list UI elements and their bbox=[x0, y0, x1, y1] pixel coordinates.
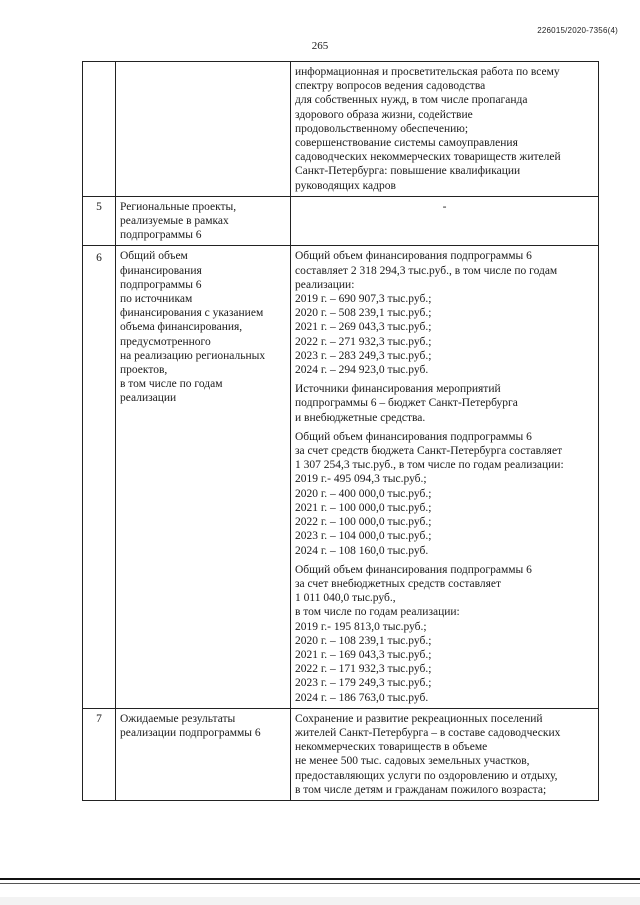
row-label-line: в том числе по годам bbox=[120, 378, 223, 391]
text-line: 1 011 040,0 тыс.руб., bbox=[295, 592, 396, 605]
total-financing-block bbox=[295, 249, 594, 377]
text-line: не менее 500 тыс. садовых земельных участков, bbox=[295, 755, 530, 768]
extrabudgetary-financing-block bbox=[295, 563, 594, 705]
text-line: 2021 г. – 100 000,0 тыс.руб.; bbox=[295, 501, 432, 514]
budget-financing-block bbox=[295, 430, 594, 558]
table-row bbox=[83, 62, 599, 197]
text-line: 2024 г. – 108 160,0 тыс.руб. bbox=[295, 544, 429, 557]
text-line: 2019 г.- 195 813,0 тыс.руб.; bbox=[295, 620, 427, 633]
row-content-dash: - bbox=[291, 196, 599, 246]
text-line: Сохранение и развитие рекреационных поселений bbox=[295, 712, 543, 725]
row-number: 6 bbox=[83, 246, 116, 708]
row-label-cell bbox=[116, 196, 291, 246]
row-label-line: реализации подпрограммы 6 bbox=[120, 726, 261, 739]
row-label-cell bbox=[116, 708, 291, 800]
text-line: 2021 г. – 169 043,3 тыс.руб.; bbox=[295, 648, 432, 661]
subprogram-passport-table bbox=[82, 61, 599, 801]
text-line: 2020 г. – 108 239,1 тыс.руб.; bbox=[295, 634, 432, 647]
text-line: Общий объем финансирования подпрограммы 6 bbox=[295, 563, 532, 576]
row-label-line: Общий объем bbox=[120, 250, 188, 263]
text-line: за счет внебюджетных средств составляет bbox=[295, 577, 502, 590]
text-line: составляет 2 318 294,3 тыс.руб., в том числе по годам bbox=[295, 264, 558, 277]
row-label-cell bbox=[116, 62, 291, 197]
text-line: 2023 г. – 104 000,0 тыс.руб.; bbox=[295, 530, 432, 543]
text-line: Санкт-Петербурга: повышение квалификации bbox=[295, 165, 521, 178]
text-line: 1 307 254,3 тыс.руб., в том числе по годам реализации: bbox=[295, 459, 564, 472]
text-line: Общий объем финансирования подпрограммы 6 bbox=[295, 430, 532, 443]
row-label-line: объема финансирования, bbox=[120, 321, 243, 334]
text-line: спектру вопросов ведения садоводства bbox=[295, 80, 486, 93]
text-line: за счет средств бюджета Санкт-Петербурга составляет bbox=[295, 445, 563, 458]
row-label-line: финансирования bbox=[120, 264, 202, 277]
table-row bbox=[83, 196, 599, 246]
text-line: подпрограммы 6 – бюджет Санкт-Петербурга bbox=[295, 397, 518, 410]
text-line: информационная и просветительская работа по всему bbox=[295, 66, 560, 78]
text-line: 2019 г.- 495 094,3 тыс.руб.; bbox=[295, 473, 427, 486]
row-content-cell bbox=[291, 62, 599, 197]
text-line: продовольственному обеспечению; bbox=[295, 122, 469, 135]
row-label-line: на реализацию региональных bbox=[120, 349, 266, 362]
scan-edge-rule bbox=[0, 878, 640, 880]
row-label-line: предусмотренного bbox=[120, 335, 211, 348]
text-line: 2020 г. – 400 000,0 тыс.руб.; bbox=[295, 487, 432, 500]
financing-sources-block bbox=[295, 382, 594, 425]
row-number: 7 bbox=[83, 708, 116, 800]
text-line: в том числе по годам реализации: bbox=[295, 606, 460, 619]
table-row bbox=[83, 246, 599, 708]
text-line: 2022 г. – 100 000,0 тыс.руб.; bbox=[295, 516, 432, 529]
text-line: руководящих кадров bbox=[295, 179, 396, 192]
text-line: 2023 г. – 179 249,3 тыс.руб.; bbox=[295, 677, 432, 690]
text-line: 2024 г. – 186 763,0 тыс.руб. bbox=[295, 691, 429, 704]
row-label-line: Региональные проекты, bbox=[120, 200, 237, 213]
row-label-line: реализуемые в рамках bbox=[120, 215, 229, 228]
text-line: жителей Санкт-Петербурга – в составе садоводческих bbox=[295, 726, 561, 739]
text-line: 2023 г. – 283 249,3 тыс.руб.; bbox=[295, 349, 432, 362]
page-number: 265 bbox=[311, 40, 329, 52]
text-line: 2020 г. – 508 239,1 тыс.руб.; bbox=[295, 307, 432, 320]
text-line: Источники финансирования мероприятий bbox=[295, 383, 501, 396]
text-line: 2021 г. – 269 043,3 тыс.руб.; bbox=[295, 321, 432, 334]
text-line: и внебюджетные средства. bbox=[295, 411, 426, 424]
row-number-cell bbox=[83, 62, 116, 197]
text-line: в том числе детям и гражданам пожилого возраста; bbox=[295, 783, 547, 796]
text-line: 2022 г. – 271 932,3 тыс.руб.; bbox=[295, 335, 432, 348]
text-line: Общий объем финансирования подпрограммы 6 bbox=[295, 250, 532, 263]
row-label-line: подпрограммы 6 bbox=[120, 278, 202, 291]
text-line: совершенствование системы самоуправления bbox=[295, 137, 518, 150]
row-label-line: реализации bbox=[120, 392, 177, 405]
text-line: 2019 г. – 690 907,3 тыс.руб.; bbox=[295, 293, 432, 306]
text-line: садоводческих некоммерческих товариществ жителей bbox=[295, 151, 561, 164]
scan-edge-rule bbox=[0, 883, 640, 884]
text-line: некоммерческих товариществ в объеме bbox=[295, 741, 488, 754]
scan-bottom-margin bbox=[0, 897, 640, 905]
row-label-line: по источникам bbox=[120, 293, 193, 306]
row-content-cell bbox=[291, 708, 599, 800]
row-label-cell bbox=[116, 246, 291, 708]
text-line: реализации: bbox=[295, 278, 355, 291]
row-number: 5 bbox=[83, 196, 116, 246]
text-line: предоставляющих услуги по оздоровлению и отдыху, bbox=[295, 769, 558, 782]
text-line: 2022 г. – 171 932,3 тыс.руб.; bbox=[295, 663, 432, 676]
row-label-line: проектов, bbox=[120, 364, 168, 377]
document-registration-stamp: 226015/2020-7356(4) bbox=[537, 26, 618, 35]
row-label-line: подпрограммы 6 bbox=[120, 229, 202, 242]
table-row bbox=[83, 708, 599, 800]
row-label-line: Ожидаемые результаты bbox=[120, 712, 236, 725]
row-label-line: финансирования с указанием bbox=[120, 307, 264, 320]
text-line: здорового образа жизни, содействие bbox=[295, 108, 473, 121]
text-line: 2024 г. – 294 923,0 тыс.руб. bbox=[295, 364, 429, 377]
text-line: для собственных нужд, в том числе пропаганда bbox=[295, 94, 528, 107]
row-content-cell bbox=[291, 246, 599, 708]
